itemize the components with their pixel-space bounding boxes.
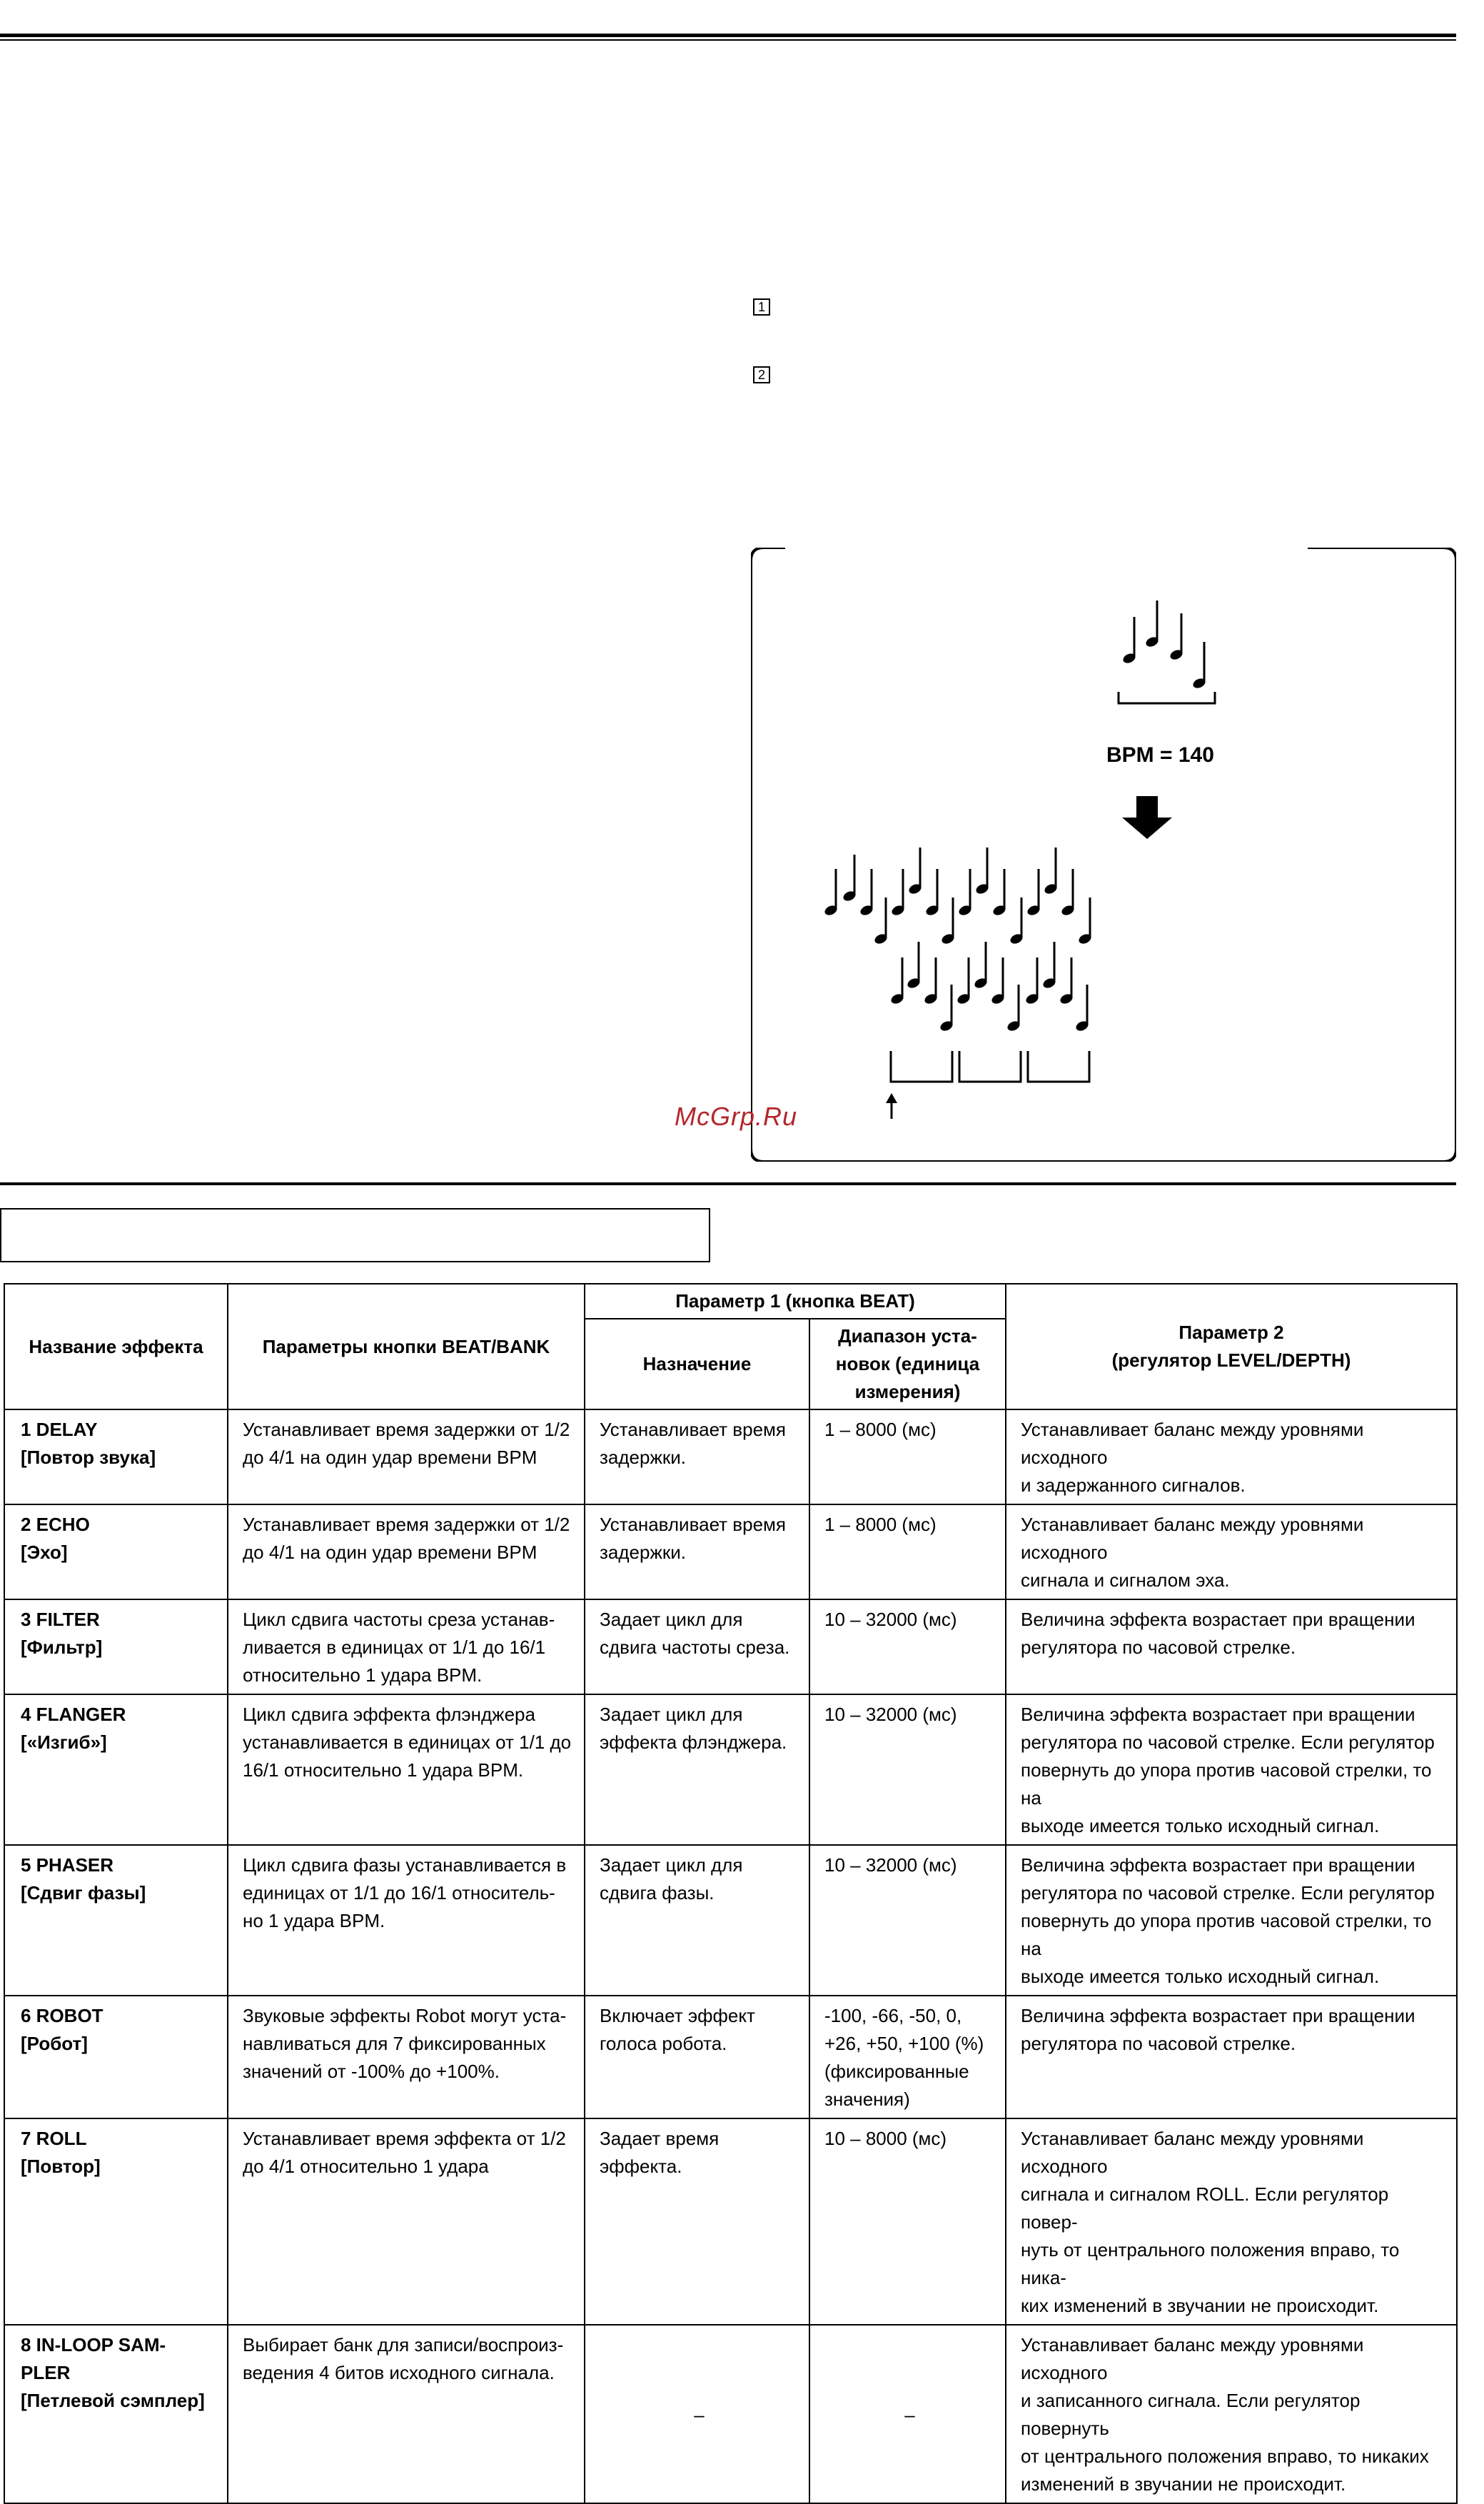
param1-range-cell-line: (фиксированные	[824, 2061, 969, 2082]
param1-range-cell	[809, 1504, 1006, 1599]
beat-bank-cell-line: до 4/1 на один удар времени BPM	[243, 1542, 537, 1563]
param1-range-cell-line: –	[904, 2403, 915, 2425]
effects-table	[4, 1283, 1458, 2504]
param1-purpose-cell-line: Задает цикл для	[600, 1609, 743, 1630]
param1-purpose-cell-line: задержки.	[600, 1542, 686, 1563]
param1-purpose-cell	[585, 1996, 809, 2118]
param2-cell-line: Величина эффекта возрастает при вращении	[1021, 2005, 1415, 2026]
table-row	[4, 2118, 1457, 2325]
param1-purpose-cell	[585, 1694, 809, 1845]
beat-bank-cell	[228, 1996, 585, 2118]
param1-range-cell-line: 1 – 8000 (мс)	[824, 1514, 937, 1535]
beat-bank-cell-line: устанавливается в единицах от 1/1 до	[243, 1731, 572, 1753]
bpm-diagram	[751, 548, 1456, 1162]
param1-range-cell	[809, 1694, 1006, 1845]
param2-cell-line: Устанавливает баланс между уровнями исходного	[1021, 2128, 1364, 2177]
diagram-frame-border	[751, 548, 1456, 1162]
param1-purpose-cell	[585, 1409, 809, 1504]
param1-range-cell-line: 10 – 32000 (мс)	[824, 1704, 957, 1725]
param1-purpose-cell-line: Задает время эффекта.	[600, 2128, 720, 2177]
param1-range-cell-line: 10 – 8000 (мс)	[824, 2128, 947, 2149]
bpm-label: BPM = 140	[1106, 743, 1214, 767]
param2-cell-line: регулятора по часовой стрелке. Если регулятор	[1021, 1882, 1435, 1904]
header-range-line: измерения)	[854, 1381, 961, 1402]
effect-name-cell-line: 2 ECHO	[21, 1514, 90, 1535]
param1-purpose-cell-line: голоса робота.	[600, 2033, 727, 2054]
param2-cell-line: от центрального положения вправо, то никаких	[1021, 2445, 1429, 2467]
param2-cell	[1006, 1504, 1457, 1599]
param1-range-cell-line: -100, -66, -50, 0,	[824, 2005, 962, 2026]
param2-cell-line: выходе имеется только исходный сигнал.	[1021, 1815, 1380, 1836]
top-rule-thin	[0, 39, 1456, 41]
param1-range-cell	[809, 2325, 1006, 2503]
effect-name-cell	[4, 1845, 228, 1996]
effect-name-cell-line: 3 FILTER	[21, 1609, 100, 1630]
beat-bank-cell-line: значений от -100% до +100%.	[243, 2061, 500, 2082]
param2-cell-line: регулятора по часовой стрелке. Если регулятор	[1021, 1731, 1435, 1753]
beat-bank-cell-line: Выбирает банк для записи/воспроиз-	[243, 2334, 564, 2355]
param2-cell	[1006, 1409, 1457, 1504]
beat-bank-cell-line: Цикл сдвига эффекта флэнджера	[243, 1704, 535, 1725]
table-header-row-1	[4, 1284, 1457, 1319]
beat-notes-row	[823, 848, 1092, 945]
param1-range-cell-line: 10 – 32000 (мс)	[824, 1854, 957, 1876]
param2-cell-line: повернуть до упора против часовой стрелки, то на	[1021, 1759, 1432, 1809]
header-param2-line: Параметр 2	[1178, 1322, 1284, 1343]
beat-bank-cell-line: Цикл сдвига частоты среза устанав-	[243, 1609, 555, 1630]
param2-cell-line: Устанавливает баланс между уровнями исходного	[1021, 1514, 1364, 1563]
header-range-line: Диапазон уста-	[838, 1325, 977, 1347]
effect-name-cell-line: 4 FLANGER	[21, 1704, 126, 1725]
param1-purpose-cell	[585, 1599, 809, 1694]
param1-purpose-cell	[585, 1504, 809, 1599]
header-param1-range	[809, 1319, 1006, 1409]
beat-bank-cell	[228, 1504, 585, 1599]
beat-bank-cell	[228, 1599, 585, 1694]
beat-bank-cell-line: но 1 удара BPM.	[243, 1910, 385, 1931]
effect-name-cell-line: [Петлевой сэмплер]	[21, 2390, 205, 2411]
header-effect-name: Название эффекта	[4, 1284, 228, 1409]
beat-bank-cell-line: до 4/1 относительно 1 удара	[243, 2156, 489, 2177]
header-param1-purpose: Назначение	[585, 1319, 809, 1409]
effect-name-cell	[4, 2325, 228, 2503]
param1-purpose-cell-line: Устанавливает время	[600, 1514, 786, 1535]
param2-cell	[1006, 1996, 1457, 2118]
table-row	[4, 2325, 1457, 2503]
up-arrow-icon	[886, 1093, 897, 1119]
effect-name-cell-line: 8 IN-LOOP SAM-	[21, 2334, 166, 2355]
header-param1-group: Параметр 1 (кнопка BEAT)	[585, 1284, 1006, 1319]
step-marker-2: 2	[753, 366, 770, 383]
param1-purpose-cell-line: Включает эффект	[600, 2005, 755, 2026]
step-marker-1: 1	[753, 298, 770, 316]
header-beat-bank: Параметры кнопки BEAT/BANK	[228, 1284, 585, 1409]
effect-name-cell	[4, 1599, 228, 1694]
beat-bank-cell-line: навливаться для 7 фиксированных	[243, 2033, 546, 2054]
beat-bank-cell-line: ведения 4 битов исходного сигнала.	[243, 2362, 555, 2383]
param1-purpose-cell-line: –	[694, 2403, 705, 2425]
table-row	[4, 1409, 1457, 1504]
beat-bank-cell-line: 16/1 относительно 1 удара BPM.	[243, 1759, 524, 1781]
param1-purpose-cell	[585, 1845, 809, 1996]
effect-name-cell	[4, 1996, 228, 2118]
effect-name-cell	[4, 1504, 228, 1599]
header-param2-line: (регулятор LEVEL/DEPTH)	[1111, 1349, 1351, 1371]
param2-cell-line: и записанного сигнала. Если регулятор повернуть	[1021, 2390, 1361, 2439]
param2-cell-line: регулятора по часовой стрелке.	[1021, 2033, 1296, 2054]
beat-bank-cell-line: до 4/1 на один удар времени BPM	[243, 1447, 537, 1468]
effect-name-cell-line: [Сдвиг фазы]	[21, 1882, 146, 1904]
param2-cell-line: сигнала и сигналом эха.	[1021, 1569, 1230, 1591]
beat-bank-cell-line: ливается в единицах от 1/1 до 16/1	[243, 1636, 546, 1658]
param2-cell-line: изменений в звучании не происходит.	[1021, 2473, 1346, 2495]
effect-name-cell-line: 5 PHASER	[21, 1854, 114, 1876]
beat-bank-cell	[228, 2325, 585, 2503]
param2-cell-line: Величина эффекта возрастает при вращении	[1021, 1854, 1415, 1876]
beat-bank-cell	[228, 2118, 585, 2325]
param2-cell	[1006, 1845, 1457, 1996]
param1-range-cell-line: 10 – 32000 (мс)	[824, 1609, 957, 1630]
param2-cell-line: Устанавливает баланс между уровнями исходного	[1021, 2334, 1364, 2383]
param1-purpose-cell-line: сдвига частоты среза.	[600, 1636, 790, 1658]
effect-name-cell	[4, 1409, 228, 1504]
table-row	[4, 1694, 1457, 1845]
top-rule-thick	[0, 34, 1456, 37]
table-row	[4, 1845, 1457, 1996]
effects-table-body	[4, 1409, 1457, 2503]
param1-range-cell	[809, 2118, 1006, 2325]
effect-name-cell-line: PLER	[21, 2362, 71, 2383]
beat-bank-cell-line: единицах от 1/1 до 16/1 относитель-	[243, 1882, 555, 1904]
param1-range-cell	[809, 1599, 1006, 1694]
param2-cell	[1006, 1599, 1457, 1694]
beat-bank-cell-line: Устанавливает время задержки от 1/2	[243, 1514, 570, 1535]
table-row	[4, 1504, 1457, 1599]
param1-range-cell	[809, 1996, 1006, 2118]
effect-name-cell	[4, 1694, 228, 1845]
effect-name-cell	[4, 2118, 228, 2325]
effect-name-cell-line: [Эхо]	[21, 1542, 68, 1563]
header-range-line: новок (единица	[835, 1353, 980, 1374]
param1-range-cell	[809, 1845, 1006, 1996]
param1-range-cell-line: значения)	[824, 2088, 910, 2110]
beat-bank-cell-line: Звуковые эффекты Robot могут уста-	[243, 2005, 567, 2026]
beat-bank-cell-line: Устанавливает время задержки от 1/2	[243, 1419, 570, 1440]
beat-bank-cell	[228, 1409, 585, 1504]
param2-cell-line: повернуть до упора против часовой стрелки, то на	[1021, 1910, 1432, 1959]
param2-cell-line: выходе имеется только исходный сигнал.	[1021, 1966, 1380, 1987]
beat-bank-cell	[228, 1694, 585, 1845]
effect-name-cell-line: 6 ROBOT	[21, 2005, 104, 2026]
param2-cell-line: ких изменений в звучании не происходит.	[1021, 2295, 1379, 2316]
effect-name-cell-line: [Повтор звука]	[21, 1447, 156, 1468]
beat-notes-top	[1119, 600, 1215, 703]
header-param2	[1006, 1284, 1457, 1409]
param2-cell-line: Устанавливает баланс между уровнями исходного	[1021, 1419, 1364, 1468]
param1-purpose-cell-line: Задает цикл для	[600, 1704, 743, 1725]
effect-name-cell-line: [«Изгиб»]	[21, 1731, 107, 1753]
effect-name-cell-line: 1 DELAY	[21, 1419, 98, 1440]
param2-cell	[1006, 1694, 1457, 1845]
param1-purpose-cell-line: задержки.	[600, 1447, 686, 1468]
param1-purpose-cell-line: Задает цикл для	[600, 1854, 743, 1876]
param2-cell-line: сигнала и сигналом ROLL. Если регулятор повер-	[1021, 2183, 1389, 2233]
table-row	[4, 1996, 1457, 2118]
effect-name-cell-line: [Робот]	[21, 2033, 88, 2054]
param1-purpose-cell-line: сдвига фазы.	[600, 1882, 715, 1904]
effect-name-cell-line: [Фильтр]	[21, 1636, 103, 1658]
section-rule	[0, 1182, 1456, 1185]
param1-purpose-cell	[585, 2325, 809, 2503]
effect-name-cell-line: 7 ROLL	[21, 2128, 87, 2149]
down-arrow-icon	[1122, 796, 1172, 839]
beat-bank-cell-line: Цикл сдвига фазы устанавливается в	[243, 1854, 567, 1876]
param2-cell	[1006, 2325, 1457, 2503]
param1-purpose-cell-line: эффекта флэнджера.	[600, 1731, 787, 1753]
param1-range-cell	[809, 1409, 1006, 1504]
beat-notes-groups	[889, 942, 1089, 1082]
beat-bank-cell-line: относительно 1 удара BPM.	[243, 1664, 483, 1686]
beat-bank-cell-line: Устанавливает время эффекта от 1/2	[243, 2128, 566, 2149]
section-title-box	[0, 1208, 710, 1262]
param2-cell-line: и задержанного сигналов.	[1021, 1474, 1246, 1496]
beat-bank-cell	[228, 1845, 585, 1996]
effect-name-cell-line: [Повтор]	[21, 2156, 101, 2177]
watermark: McGrp.Ru	[675, 1102, 798, 1131]
param2-cell	[1006, 2118, 1457, 2325]
param1-purpose-cell-line: Устанавливает время	[600, 1419, 786, 1440]
param1-purpose-cell	[585, 2118, 809, 2325]
param1-range-cell-line: 1 – 8000 (мс)	[824, 1419, 937, 1440]
param2-cell-line: Величина эффекта возрастает при вращении	[1021, 1704, 1415, 1725]
param2-cell-line: нуть от центрального положения вправо, то ника-	[1021, 2239, 1400, 2288]
param2-cell-line: Величина эффекта возрастает при вращении	[1021, 1609, 1415, 1630]
param2-cell-line: регулятора по часовой стрелке.	[1021, 1636, 1296, 1658]
table-row	[4, 1599, 1457, 1694]
param1-range-cell-line: +26, +50, +100 (%)	[824, 2033, 984, 2054]
